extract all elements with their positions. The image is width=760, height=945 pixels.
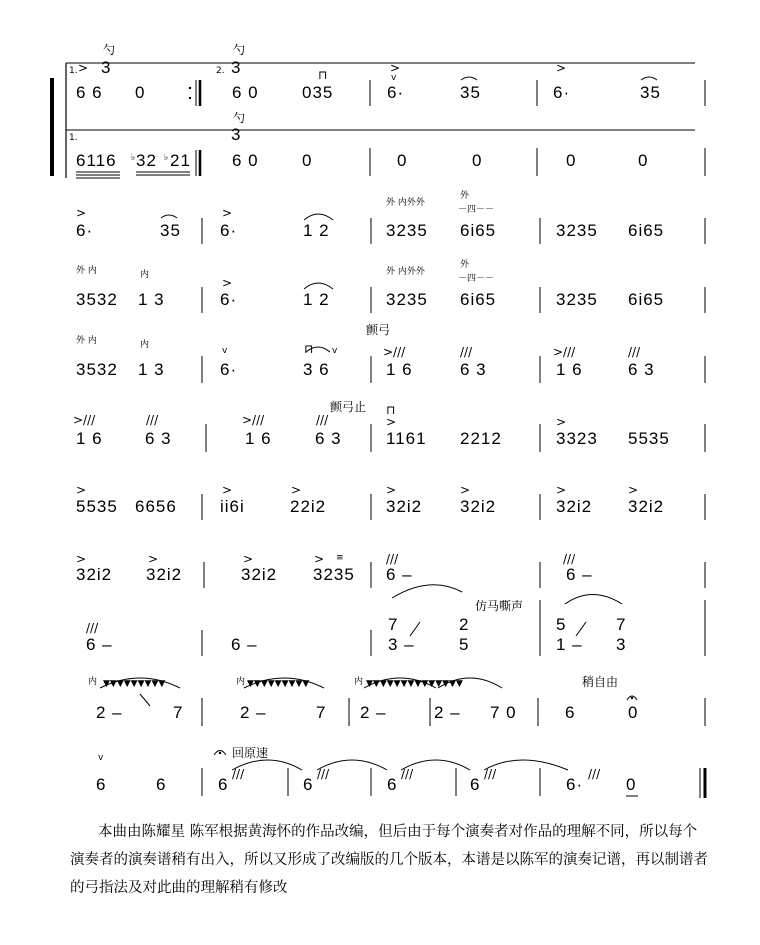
r6-note: 32i2 (386, 497, 423, 516)
r5-note: 1 6 (245, 429, 272, 448)
system-1 (50, 43, 705, 178)
r3-fingers: 外 (460, 260, 470, 270)
row-4 (76, 322, 705, 383)
svg-text:>: > (314, 552, 325, 566)
svg-text:>: > (460, 483, 471, 497)
r10-note: 6 (156, 775, 167, 794)
r5-note: 1161 (386, 429, 427, 448)
r9-note: 2 – (360, 703, 387, 722)
svg-text:v: v (332, 346, 338, 356)
svg-text:>: > (222, 206, 233, 220)
row-10 (96, 745, 705, 798)
svg-text:v: v (98, 753, 104, 763)
r5-note: 2212 (460, 429, 502, 448)
svg-text:>: > (148, 552, 159, 566)
r2-note: 6i65 (628, 221, 665, 240)
r7-note: 3235 (313, 565, 355, 584)
r7-note: 32i2 (241, 565, 278, 584)
r9-note: 7 (173, 703, 184, 722)
row-2 (76, 189, 705, 244)
svg-text:>: > (390, 61, 401, 75)
time-sig-bottom: 3 (101, 58, 112, 77)
time-sig-top-2: 勺 (233, 43, 246, 57)
r10-note: 6 (470, 775, 481, 794)
svg-text:⊓: ⊓ (304, 342, 314, 356)
r8-top-note: 7 (616, 615, 627, 634)
svg-text:⊓: ⊓ (318, 68, 328, 82)
r7-note: 6 – (386, 565, 413, 584)
s1-note: 35 (460, 83, 481, 102)
r2-fingers: －四－－ (458, 205, 495, 215)
r9-finger: 内 (354, 677, 364, 687)
r10-note: 6· (566, 775, 584, 794)
svg-text:♭: ♭ (131, 153, 136, 163)
svg-text:///: /// (460, 345, 473, 359)
r8-top-note: 7 (388, 615, 399, 634)
r2-fingers: 外 内外外 (386, 198, 425, 208)
system-bracket (50, 78, 54, 176)
svg-text:>: > (222, 483, 233, 497)
svg-text:///: /// (588, 767, 601, 781)
s1-lower-note: 21 (170, 151, 191, 170)
r3-note: 3235 (386, 290, 428, 309)
r9-note: 2 – (434, 703, 461, 722)
svg-text:///: /// (86, 621, 99, 635)
r8-note: 6 – (231, 635, 258, 654)
r4-note: 1 6 (386, 360, 413, 379)
volta-2: 2. (216, 66, 225, 76)
s1-note: 0 (135, 83, 146, 102)
r8-bottom-note: 3 (616, 635, 627, 654)
r8-bottom-note: 3 – (388, 635, 415, 654)
s1-lower-note: 0 (302, 151, 313, 170)
r5-note: 6 3 (315, 429, 342, 448)
r4-note: 3532 (76, 360, 118, 379)
r8-top-note: 2 (459, 615, 470, 634)
r2-note: 6· (220, 221, 238, 240)
r6-note: 5535 (76, 497, 118, 516)
svg-text:///: /// (401, 767, 414, 781)
r9-note: 2 – (240, 703, 267, 722)
horse-neigh-label: 仿马嘶声 (475, 599, 524, 613)
row-7 (76, 552, 705, 588)
time-sig-top-3: 勺 (233, 111, 246, 125)
svg-text:///: /// (316, 413, 329, 427)
time-sig-bottom-3: 3 (231, 125, 242, 144)
r3-note: 1 3 (138, 290, 165, 309)
r5-note: 5535 (628, 429, 670, 448)
row-6 (76, 483, 705, 520)
row-5 (73, 399, 705, 452)
r8-bottom-note: 5 (459, 635, 470, 654)
r9-note: 7 (316, 703, 327, 722)
s1-note: 6 0 (232, 83, 259, 102)
r4-fingers: 外 内 (76, 336, 97, 346)
svg-text:>///: >/// (73, 413, 96, 427)
r6-note: 22i2 (290, 497, 327, 516)
r3-fingers: 外 内外外 (386, 267, 425, 277)
r2-note: 3235 (386, 221, 428, 240)
s1-lower-note: 6116 (76, 151, 117, 170)
svg-text:⊓: ⊓ (386, 403, 396, 417)
r9-note: 7 0 (490, 703, 517, 722)
r6-note: 6656 (135, 497, 177, 516)
s1-note: 035 (302, 83, 334, 102)
svg-text:>: > (76, 483, 87, 497)
svg-text:>///: >/// (553, 345, 576, 359)
time-sig-top: 勺 (103, 43, 116, 57)
s1-note: 35 (640, 83, 661, 102)
svg-text:▼▼▼▼▼▼▼▼▼▼▼▼▼▼: ▼▼▼▼▼▼▼▼▼▼▼▼▼▼ (366, 679, 463, 689)
r6-note: 32i2 (460, 497, 497, 516)
svg-text:>: > (222, 276, 233, 290)
r4-fingers: 内 (140, 340, 150, 350)
row-8 (86, 585, 705, 656)
r4-note: 1 3 (138, 360, 165, 379)
r9-note: 0 (628, 703, 639, 722)
a-tempo-label: 回原速 (232, 746, 269, 760)
row-3 (76, 258, 705, 313)
r3-note: 3235 (556, 290, 598, 309)
r10-note: 0 (626, 775, 637, 794)
svg-text:///: /// (232, 767, 245, 781)
r8-bottom-note: 1 – (556, 635, 583, 654)
r8-top-note: 5 (556, 615, 567, 634)
r7-note: 32i2 (146, 565, 183, 584)
svg-text:///: /// (563, 552, 576, 566)
svg-text:>: > (556, 61, 567, 75)
r2-note: 6· (76, 221, 94, 240)
svg-text:>: > (78, 61, 89, 75)
tremolo-label: 颤弓 (366, 323, 391, 337)
r2-note: 35 (160, 221, 181, 240)
r3-note: 6i65 (628, 290, 665, 309)
svg-text:▼▼▼▼▼▼▼▼▼: ▼▼▼▼▼▼▼▼▼ (103, 679, 166, 689)
svg-text:>: > (386, 483, 397, 497)
r10-note: 6 (218, 775, 229, 794)
r6-note: 32i2 (556, 497, 593, 516)
r3-note: 6· (220, 290, 238, 309)
r4-note: 6· (220, 360, 238, 379)
s1-lower-note: 32 (136, 151, 157, 170)
footnote: 本曲由陈耀星 陈军根据黄海怀的作品改编，但后由于每个演奏者对作品的理解不同，所以每个演奏者的演奏谱稍有出入，所以又形成了改编版的几个版本，本谱是以陈军的演奏记谱，再以制谱者的弓指法及对此曲的理解稍有修改 (70, 824, 708, 896)
r3-note: 1 2 (303, 290, 330, 309)
r9-note: 6 (565, 703, 576, 722)
row-9 (88, 674, 705, 726)
svg-text:v: v (222, 346, 228, 356)
r2-note: 6i65 (460, 221, 497, 240)
r6-note: ii6i (220, 497, 245, 516)
r10-note: 6 (387, 775, 398, 794)
r2-note: 1 2 (303, 221, 330, 240)
r4-note: 3 6 (303, 360, 330, 379)
s1-lower-note: 6 0 (232, 151, 259, 170)
svg-text:///: /// (484, 767, 497, 781)
r10-note: 6 (96, 775, 107, 794)
svg-text:///: /// (386, 552, 399, 566)
svg-text:>: > (76, 206, 87, 220)
r3-fingers: －四－－ (458, 274, 495, 284)
s1-lower-note: 0 (472, 151, 483, 170)
s1-note: 6· (387, 83, 405, 102)
svg-text:///: /// (628, 345, 641, 359)
svg-text:>: > (556, 415, 567, 429)
r4-note: 6 3 (628, 360, 655, 379)
svg-text:v: v (391, 73, 397, 83)
svg-text:>: > (76, 552, 87, 566)
svg-text:>: > (243, 552, 254, 566)
svg-text:≡: ≡ (336, 553, 344, 563)
tremolo-stop-label: 颤弓止 (330, 400, 367, 414)
s1-lower-note: 0 (638, 151, 649, 170)
time-sig-bottom-2: 3 (231, 58, 242, 77)
svg-text:///: /// (317, 767, 330, 781)
r3-note: 6i65 (460, 290, 497, 309)
svg-text:♭: ♭ (164, 153, 169, 163)
svg-text:>: > (556, 483, 567, 497)
svg-text:>///: >/// (383, 345, 406, 359)
volta-1: 1. (69, 66, 78, 76)
svg-text:▼▼▼▼▼▼▼▼▼: ▼▼▼▼▼▼▼▼▼ (247, 679, 310, 689)
volta-1-lower: 1. (69, 133, 78, 143)
r9-finger: 内 (236, 677, 246, 687)
r10-note: 6 (303, 775, 314, 794)
r3-fingers: 外 内 (76, 266, 97, 276)
r7-note: 32i2 (76, 565, 113, 584)
r3-fingers: 内 (140, 270, 150, 280)
r5-note: 6 3 (145, 429, 172, 448)
svg-text:>///: >/// (242, 413, 265, 427)
r8-note: 6 – (86, 635, 113, 654)
s1-lower-note: 0 (566, 151, 577, 170)
r6-note: 32i2 (628, 497, 665, 516)
s1-note: 6· (553, 83, 571, 102)
s1-lower-note: 0 (397, 151, 408, 170)
svg-text:///: /// (146, 413, 159, 427)
r9-note: 2 – (96, 703, 123, 722)
rubato-label: 稍自由 (582, 675, 619, 689)
r5-note: 1 6 (76, 429, 103, 448)
r3-note: 3532 (76, 290, 118, 309)
svg-text:>: > (291, 483, 302, 497)
r2-fingers: 外 (460, 191, 470, 201)
r4-note: 6 3 (460, 360, 487, 379)
r9-finger: 内 (88, 677, 98, 687)
r7-note: 6 – (566, 565, 593, 584)
r4-note: 1 6 (556, 360, 583, 379)
r5-note: 3323 (556, 429, 598, 448)
s1-note: 6 6 (76, 83, 103, 102)
svg-text:>: > (628, 483, 639, 497)
svg-text:>: > (386, 415, 397, 429)
r2-note: 3235 (556, 221, 598, 240)
